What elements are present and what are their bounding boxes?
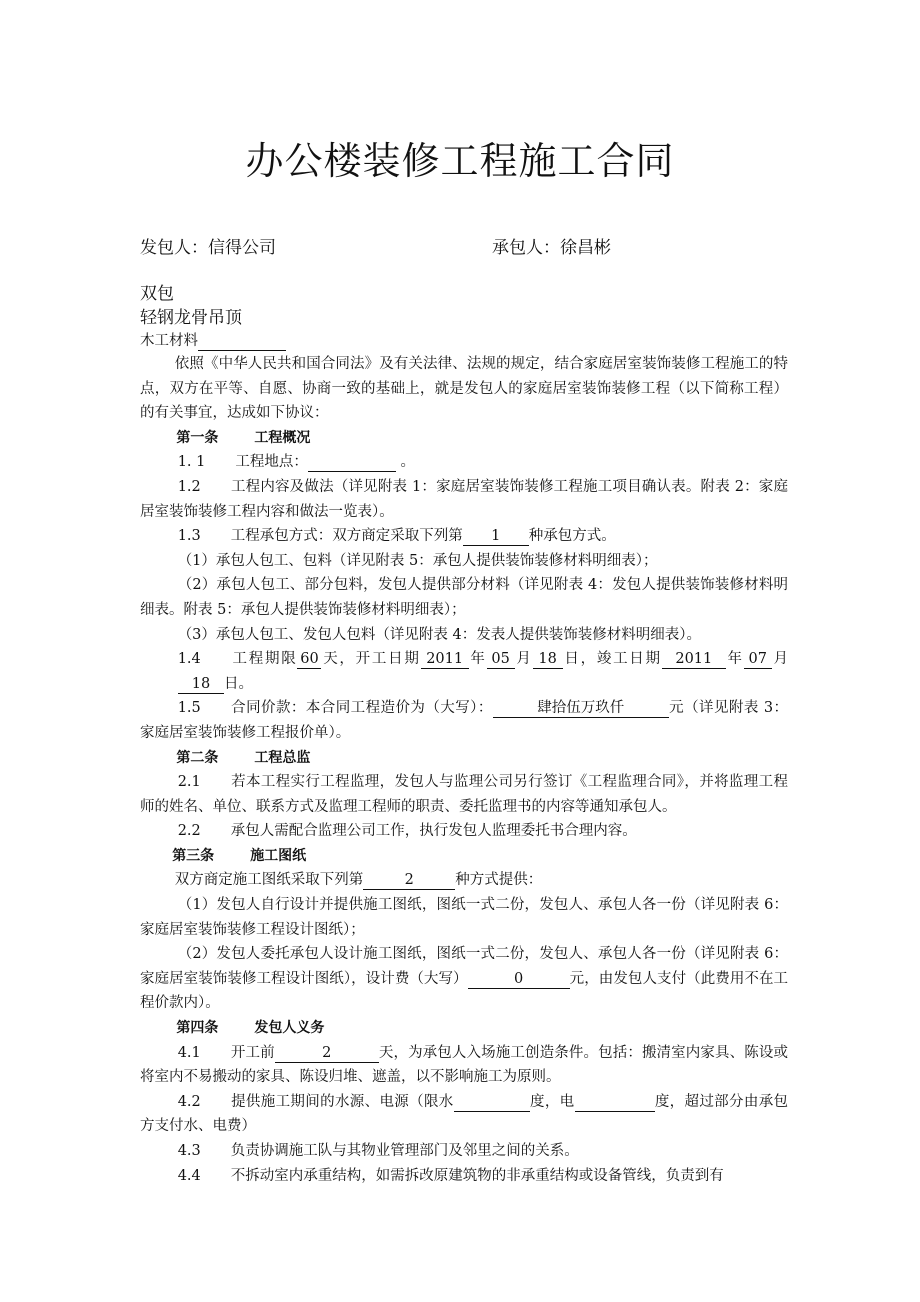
- article-1-heading: 第一条 工程概况: [176, 429, 311, 446]
- parties-row: [140, 233, 840, 261]
- intro-paragraph: 依照《中华人民共和国合同法》及有关法律、法规的规定，结合家庭居室装饰装修工程施工的特点，双方在平等、自愿、协商一致的基础上，就是发包人的家庭居室装饰装修工程（以下简称工程）的有关事宜，达成如下协议：: [140, 356, 788, 422]
- clause-1-1: 1. 1 工程地点： 。: [177, 454, 415, 471]
- option-1-1: （1）承包人包工、包料（详见附表 5：承包人提供装饰装修材料明细表）；: [177, 552, 658, 569]
- clause-1-3: 1.3 工程承包方式：双方商定采取下列第 1 种承包方式。: [177, 528, 616, 545]
- clause-4-3: 4.3 负责协调施工队与其物业管理部门及邻里之间的关系。: [177, 1143, 579, 1159]
- filled-value: 2011: [421, 650, 469, 669]
- clause-4-4: 4.4 不拆动室内承重结构，如需拆改原建筑物的非承重结构或设备管线，负责到有: [177, 1167, 724, 1184]
- clause-1-4: 1.4 工程期限 60 天，开工日期 2011 年 05 月 18 日，竣工日期 2011 年 07 月18 日。: [177, 651, 789, 692]
- note-line-3: 木工材料: [140, 328, 286, 354]
- filled-value: 18: [178, 675, 224, 694]
- contractor-name: 承包人：徐昌彬: [492, 238, 611, 258]
- option-1-3: （3）承包人包工、发包人包料（详见附表 4：发表人提供装饰装修材料明细表）。: [177, 626, 701, 643]
- employer-name: 发包人：信得公司: [140, 238, 276, 258]
- clause-4-2: 4.2 提供施工期间的水源、电源（限水 度，电 度，超过部分由承包方支付水、电费）: [140, 1093, 789, 1135]
- filled-value: 2: [275, 1044, 379, 1063]
- filled-value: 0: [468, 970, 570, 989]
- filled-value: 18: [533, 650, 563, 669]
- clause-2-2: 2.2 承包人需配合监理公司工作，执行发包人监理委托书合理内容。: [177, 823, 637, 840]
- blank-field: [198, 332, 286, 351]
- contract-body: [140, 352, 788, 1188]
- filled-value: 2011: [662, 650, 726, 669]
- filled-value: 2: [363, 871, 455, 890]
- clause-1-5: 1.5 合同价款：本合同工程造价为（大写）： 肆拾伍万玖仟 元（详见附表 3：家庭居室装饰装修工程报价单）。: [140, 700, 788, 741]
- clause-1-2: 1.2 工程内容及做法（详见附表 1：家庭居室装饰装修工程施工项目确认表。附表 2：家庭居室装饰装修工程内容和做法一览表）。: [140, 478, 788, 520]
- option-3-2: （2）发包人委托承包人设计施工图纸，图纸一式二份，发包人、承包人各一份（详见附表 6：家庭居室装饰装修工程设计图纸），设计费（大写） 0 元，由发包人支付（此费用不在工程价款内）。: [140, 946, 789, 1012]
- contract-title: 办公楼装修工程施工合同: [245, 139, 675, 184]
- note-line-1: 双包: [140, 284, 174, 304]
- filled-value: 肆拾伍万玖仟: [493, 699, 669, 718]
- filled-value: 1: [463, 527, 529, 546]
- article-2-heading: 第二条 工程总监: [176, 749, 311, 766]
- article-3-lead: 双方商定施工图纸采取下列第 2 种方式提供：: [174, 872, 543, 889]
- option-1-2: （2）承包人包工、部分包料，发包人提供部分材料（详见附表 4：发包人提供装饰装修材料明细表。附表 5：承包人提供装饰装修材料明细表）；: [140, 577, 788, 618]
- filled-value: 60: [297, 650, 321, 669]
- note-line-2: 轻钢龙骨吊顶: [140, 308, 242, 328]
- filled-value: 05: [487, 650, 515, 669]
- option-3-1: （1）发包人自行设计并提供施工图纸，图纸一式二份，发包人、承包人各一份（详见附表 6：家庭居室装饰装修工程设计图纸）；: [140, 897, 788, 938]
- blank-field: [454, 1093, 530, 1112]
- article-4-heading: 第四条 发包人义务: [176, 1020, 325, 1037]
- blank-field: [575, 1093, 655, 1112]
- clause-4-1: 4.1 开工前 2 天，为承包人入场施工创造条件。包括：搬清室内家具、陈设或将室内不易搬动的家具、陈设归堆、遮盖，以不影响施工为原则。: [140, 1044, 788, 1086]
- article-3-heading: 第三条 施工图纸: [172, 847, 307, 864]
- blank-field: [308, 453, 396, 472]
- filled-value: 07: [744, 650, 772, 669]
- clause-2-1: 2.1 若本工程实行工程监理，发包人与监理公司另行签订《工程监理合同》，并将监理工程师的姓名、单位、联系方式及监理工程师的职责、委托监理书的内容等通知承包人。: [140, 774, 788, 815]
